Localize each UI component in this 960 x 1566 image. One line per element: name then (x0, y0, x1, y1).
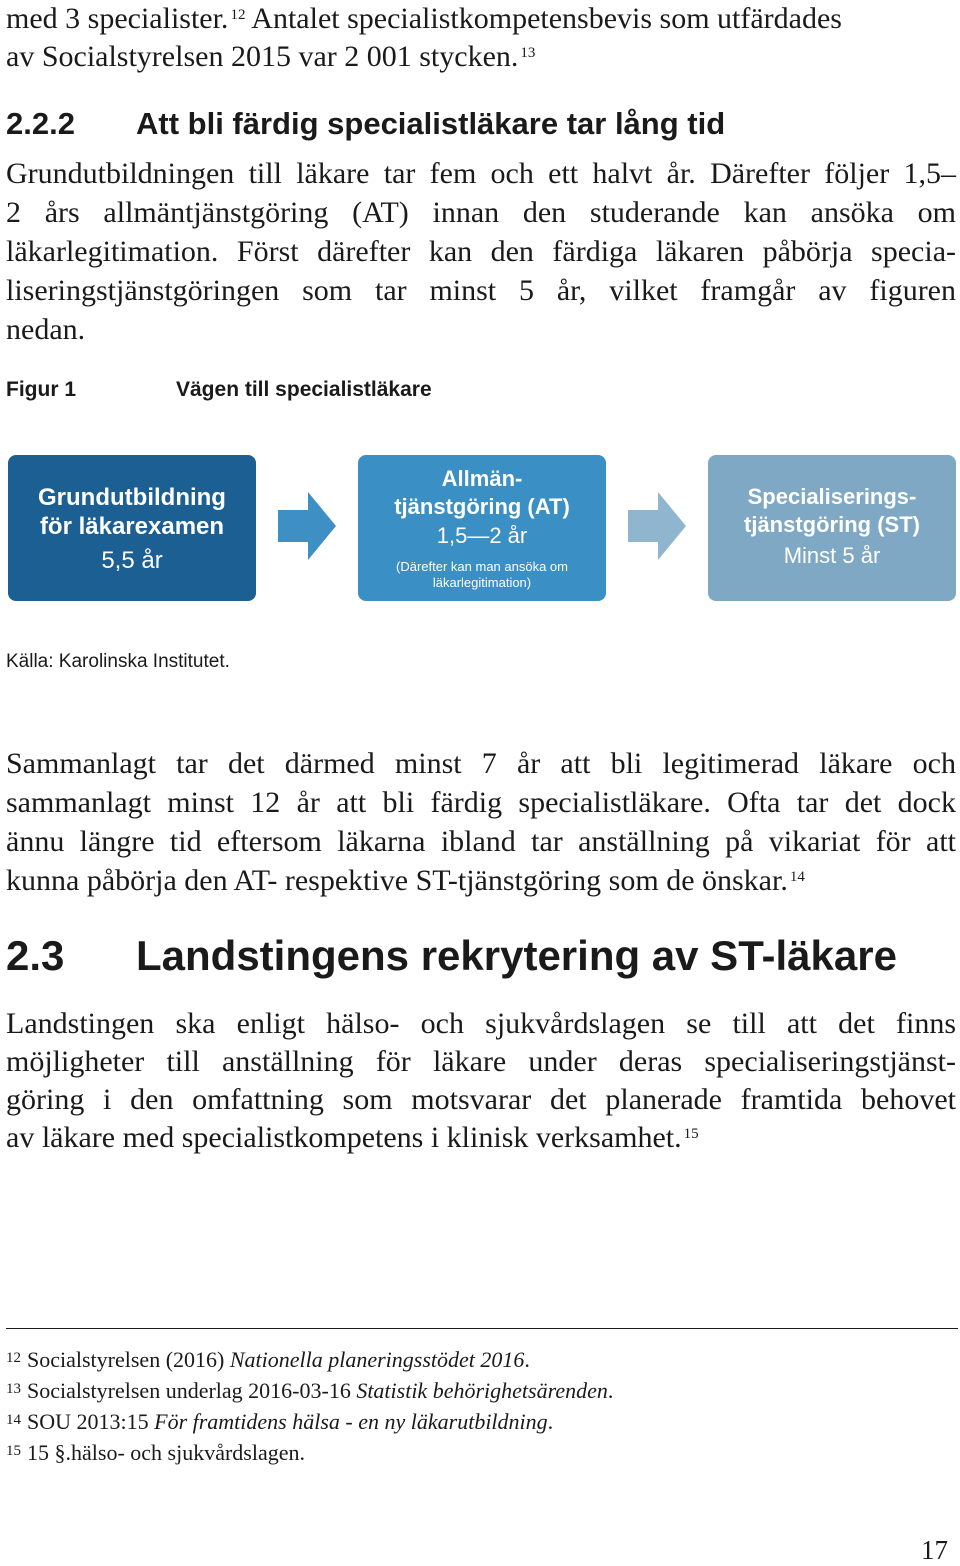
footnote-ref-12[interactable]: 12 (230, 7, 246, 23)
footnote-ref-13[interactable]: 13 (520, 45, 536, 61)
intro-line-2: av Socialstyrelsen 2015 var 2 001 stycken. $^{13}$ (6, 40, 536, 73)
step-box-allmantjanstgoring (358, 455, 606, 601)
paragraph-line: göring i den omfattning som motsvarar det planerade framtida behovet (6, 1083, 956, 1116)
step-duration: Minst 5 år (783, 543, 881, 568)
paragraph-line: kunna påbörja den AT- respektive ST-tjänstgöring som de önskar. $^{14}$ (6, 864, 805, 897)
section-number-2-3: 2.3 (6, 932, 65, 979)
paragraph-line: 2 års allmäntjänstgöring (AT) innan den studerande kan ansöka om (6, 196, 956, 229)
paragraph-line: nedan. (6, 313, 86, 346)
section-heading-2-3: Landstingens rekrytering av ST-läkare (136, 932, 897, 979)
intro-line-1: med 3 specialister. $^{12}$ Antalet specialistkompetensbevis som utfärdades (6, 2, 842, 35)
paragraph-line: av läkare med specialistkompetens i klinisk verksamhet. $^{15}$ (6, 1121, 699, 1154)
step-title: Allmän- tjänstgöring (AT) (394, 466, 570, 519)
footnote-13: $^{13}$ Socialstyrelsen underlag 2016-03-16 Statistik behörighetsärenden. (6, 1378, 614, 1403)
page-number: 17 (921, 1535, 948, 1565)
paragraph-line: möjligheter till anställning för läkare under deras specialiseringstjänst- (6, 1045, 956, 1078)
footnote-15: $^{15}$ 15 §.hälso- och sjukvårdslagen. (6, 1440, 305, 1465)
paragraph-line: sammanlagt minst 12 år att bli färdig specialistläkare. Ofta tar det dock (6, 786, 956, 819)
step-box-grundutbildning (8, 455, 256, 601)
figure-title: Vägen till specialistläkare (176, 378, 432, 401)
arrow-right-icon (628, 490, 688, 562)
step-title: Specialiserings- tjänstgöring (ST) (744, 484, 920, 537)
paragraph-line: Landstingen ska enligt hälso- och sjukvårdslagen se till att det finns (6, 1007, 956, 1040)
arrow-right-icon (278, 490, 338, 562)
paragraph-line: Sammanlagt tar det därmed minst 7 år att bli legitimerad läkare och (6, 747, 956, 780)
footnote-ref-14[interactable]: 14 (789, 869, 805, 885)
section-number-2-2-2: 2.2.2 (6, 106, 75, 141)
step-box-specialiseringstjanstgoring (708, 455, 956, 601)
paragraph-line: läkarlegitimation. Först därefter kan den färdiga läkaren påbörja specia- (6, 235, 956, 268)
paragraph-line: ännu längre tid eftersom läkarna ibland tar anställning på vikariat för att (6, 825, 956, 858)
section-heading-2-2-2: Att bli färdig specialistläkare tar lång tid (136, 106, 726, 141)
step-note: (Därefter kan man ansöka om läkarlegitimation) (396, 559, 568, 590)
paragraph-line: Grundutbildningen till läkare tar fem och ett halvt år. Därefter följer 1,5– (6, 157, 956, 190)
figure-source: Källa: Karolinska Institutet. (6, 651, 230, 672)
footnote-divider (6, 1328, 958, 1329)
step-duration: 1,5—2 år (436, 523, 528, 548)
figure-label: Figur 1 (6, 378, 77, 401)
footnote-12: $^{12}$ Socialstyrelsen (2016) Nationella planeringsstödet 2016. (6, 1347, 530, 1372)
footnote-ref-15[interactable]: 15 (683, 1126, 699, 1142)
paragraph-line: liseringstjänstgöringen som tar minst 5 år, vilket framgår av figuren (6, 274, 956, 307)
step-duration: 5,5 år (101, 547, 163, 574)
step-title: Grundutbildning för läkarexamen (38, 484, 226, 540)
footnote-14: $^{14}$ SOU 2013:15 För framtidens hälsa - en ny läkarutbildning. (6, 1409, 554, 1434)
